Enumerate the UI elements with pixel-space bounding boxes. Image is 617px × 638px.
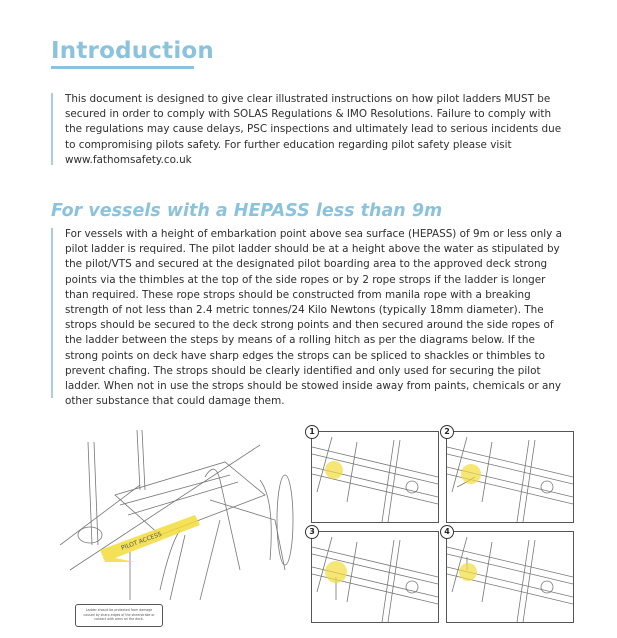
knot-highlight [325,561,347,583]
step-number-3: 3 [305,525,319,539]
deck-marking-text: PILOT ACCESS [120,530,163,552]
intro-title-underline [51,66,194,69]
rolling-hitch-step-4-drawing [447,532,573,622]
intro-bar [51,93,53,165]
ladder-rigging-illustration [60,420,300,605]
section-title: For vessels with a HEPASS less than 9m [51,201,443,221]
step-panel-1 [311,431,439,523]
step-panel-2 [446,431,574,523]
step-number-1: 1 [305,425,319,439]
knot-highlight [461,464,481,484]
section-bar [51,228,53,398]
step-panel-3 [311,531,439,623]
rolling-hitch-step-2-drawing [447,432,573,522]
knot-highlight [325,461,343,479]
intro-paragraph: This document is designed to give clear illustrated instructions on how pilot ladders MUST be secured in order to comply with SOLAS Regulations & IMO Resolutions. Failure to comply with the regulations may cause delays, PSC inspections and ultimately lead to serious incidents due to compromising pilots safety. For further education regarding pilot safety please visit www.fathomsafety.co.uk [65,93,562,166]
step-panel-4 [446,531,574,623]
rolling-hitch-step-3-drawing [312,532,438,622]
section-paragraph: For vessels with a height of embarkation point above sea surface (HEPASS) of 9m or less only a pilot ladder is required. The pilot ladder should be at a height above the water as stipulated by the pilot/VTS and secured at the designated pilot boarding area to the approved deck strong points via the thimbles at the top of the side ropes or by 2 rope strops if the ladder is longer than required. These rope strops should be constructed from manila rope with a breaking strength of not less than 2.4 metric tonnes/24 Kilo Newtons (typically 18mm diameter). The strops should be secured to the deck strong points and then secured around the side ropes of the ladder between the steps by means of a rolling hitch as per the diagrams below. If the strong points on deck have sharp edges the strops can be spliced to shackles or thimbles to prevent chafing. The strops should be clearly identified and only used for securing the pilot ladder. When not in use the strops should be stowed inside away from paints, chemicals or any other substance that could damage them. [65,228,562,408]
intro-title: Introduction [51,38,214,64]
step-number-4: 4 [440,525,454,539]
knot-highlight [459,563,477,581]
illustration-callout: Ladder should be protected from damage caused by sharp edges of the sheerstrake or contact with arms on the deck. [75,604,163,627]
step-number-2: 2 [440,425,454,439]
rolling-hitch-step-1-drawing [312,432,438,522]
